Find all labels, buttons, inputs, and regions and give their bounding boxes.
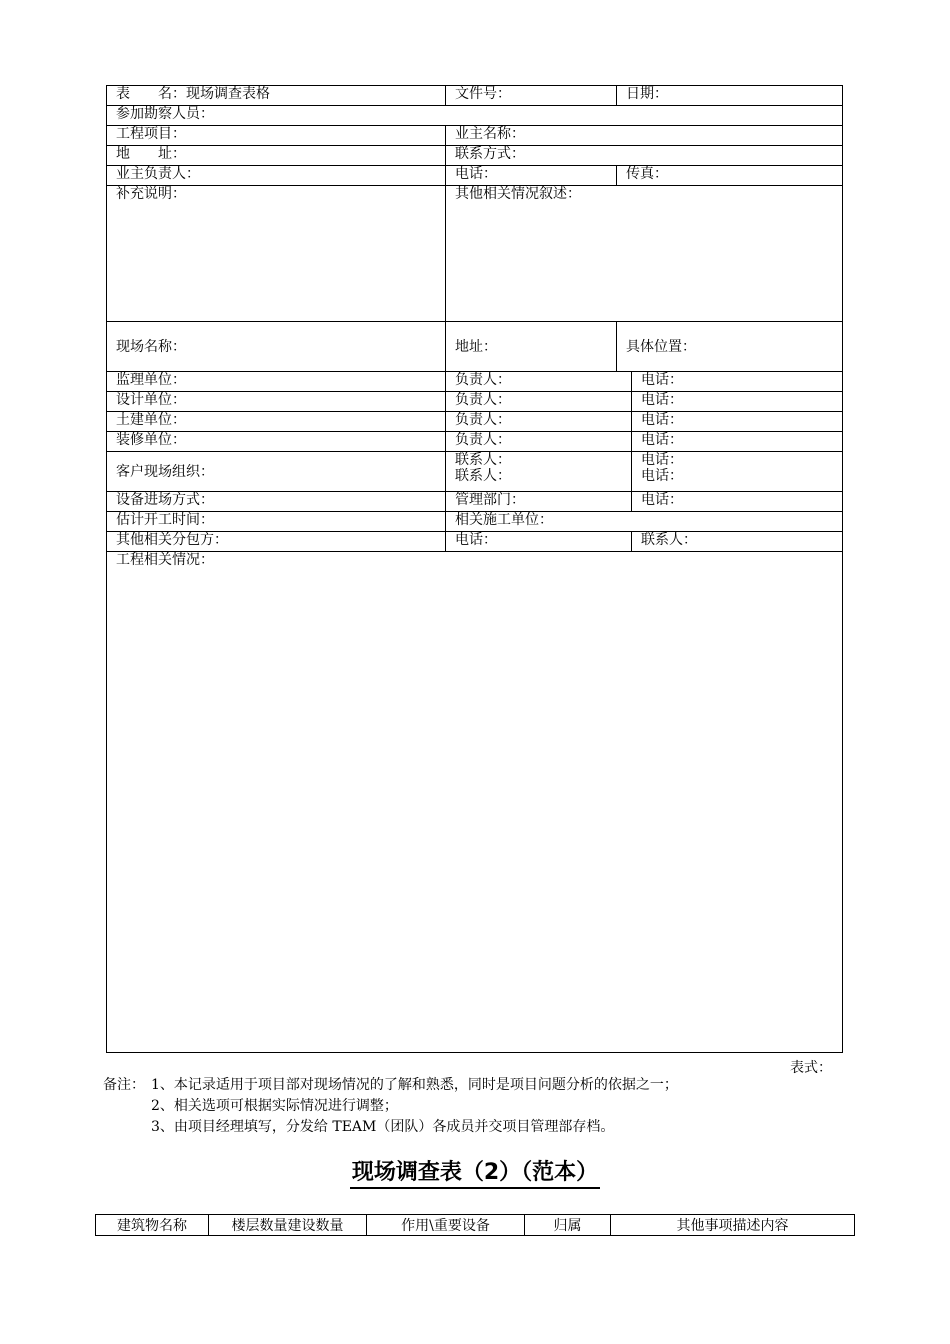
client-org-cell: 客户现场组织： — [107, 452, 446, 492]
form-row-notes — [107, 186, 843, 322]
note-row-1 — [103, 1075, 678, 1096]
site-address-cell: 地址： — [446, 322, 617, 372]
fax-cell: 传真： — [617, 166, 843, 186]
building-table — [95, 1214, 855, 1236]
note-item: 3、由项目经理填写，分发给 TEAM（团队）各成员并交项目管理部存档。 — [151, 1119, 615, 1135]
contact-method-cell: 联系方式： — [446, 146, 843, 166]
supervision-cell: 监理单位： — [107, 372, 446, 392]
site-name-cell: 现场名称： — [107, 322, 446, 372]
form-row-supervision — [107, 372, 843, 392]
owner-phone-cell: 电话： — [446, 166, 617, 186]
form-row-equipment — [107, 492, 843, 512]
project-cell: 工程项目： — [107, 126, 446, 146]
note-item: 1、本记录适用于项目部对现场情况的了解和熟悉，同时是项目问题分析的依据之一； — [151, 1077, 678, 1093]
form-row-subcontract — [107, 532, 843, 552]
client-contacts-cell — [446, 452, 632, 492]
location-cell: 具体位置： — [617, 322, 843, 372]
header-ownership: 归属 — [525, 1215, 611, 1236]
form-row-start-time — [107, 512, 843, 532]
decoration-cell: 装修单位： — [107, 432, 446, 452]
start-time-cell: 估计开工时间： — [107, 512, 446, 532]
civil-phone-cell: 电话： — [632, 412, 843, 432]
related-units-cell: 相关施工单位： — [446, 512, 843, 532]
form-row-client-org — [107, 452, 843, 492]
owner-leader-cell: 业主负责人： — [107, 166, 446, 186]
notes-label: 备注： — [103, 1077, 145, 1093]
supplement-cell: 补充说明： — [107, 186, 446, 322]
section-title — [0, 1155, 950, 1186]
notes-block — [103, 1075, 678, 1138]
note-row-2 — [103, 1096, 678, 1117]
client-phones-cell — [632, 452, 843, 492]
date-cell: 日期： — [617, 86, 843, 106]
project-situation-cell: 工程相关情况： — [107, 552, 843, 1053]
form-row-address — [107, 146, 843, 166]
header-other-desc: 其他事项描述内容 — [611, 1215, 855, 1236]
design-cell: 设计单位： — [107, 392, 446, 412]
header-function: 作用\重要设备 — [367, 1215, 525, 1236]
design-phone-cell: 电话： — [632, 392, 843, 412]
equipment-cell: 设备进场方式： — [107, 492, 446, 512]
form-row-civil — [107, 412, 843, 432]
subcontract-contact-cell: 联系人： — [632, 532, 843, 552]
building-table-header — [96, 1215, 855, 1236]
client-phone-2: 电话： — [641, 468, 683, 484]
supervision-leader-cell: 负责人： — [446, 372, 632, 392]
form-row-project-situation — [107, 552, 843, 1053]
header-building-name: 建筑物名称 — [96, 1215, 209, 1236]
form-style-label: 表式： — [790, 1060, 832, 1076]
civil-leader-cell: 负责人： — [446, 412, 632, 432]
design-leader-cell: 负责人： — [446, 392, 632, 412]
form-row-owner-leader — [107, 166, 843, 186]
dept-phone-cell: 电话： — [632, 492, 843, 512]
civil-cell: 土建单位： — [107, 412, 446, 432]
decoration-phone-cell: 电话： — [632, 432, 843, 452]
participants-cell: 参加勘察人员： — [107, 106, 843, 126]
form-row-design — [107, 392, 843, 412]
note-row-3 — [103, 1117, 678, 1138]
header-floor-count: 楼层数量建设数量 — [209, 1215, 367, 1236]
site-survey-form — [106, 85, 843, 1053]
client-phone-1: 电话： — [641, 452, 683, 468]
subcontract-phone-cell: 电话： — [446, 532, 632, 552]
client-contact-2: 联系人： — [455, 468, 511, 484]
section-title-text: 现场调查表（2）（范本） — [350, 1160, 600, 1189]
subcontract-cell: 其他相关分包方： — [107, 532, 446, 552]
form-row-participants — [107, 106, 843, 126]
form-row-project — [107, 126, 843, 146]
file-no-cell: 文件号： — [446, 86, 617, 106]
client-contact-1: 联系人： — [455, 452, 511, 468]
table-name-cell: 表 名：现场调查表格 — [107, 86, 446, 106]
other-desc-cell: 其他相关情况叙述： — [446, 186, 843, 322]
note-item: 2、相关选项可根据实际情况进行调整； — [151, 1098, 398, 1114]
owner-name-cell: 业主名称： — [446, 126, 843, 146]
supervision-phone-cell: 电话： — [632, 372, 843, 392]
decoration-leader-cell: 负责人： — [446, 432, 632, 452]
form-row-site — [107, 322, 843, 372]
form-row-header — [107, 86, 843, 106]
address-cell: 地 址： — [107, 146, 446, 166]
dept-cell: 管理部门： — [446, 492, 632, 512]
form-row-decoration — [107, 432, 843, 452]
